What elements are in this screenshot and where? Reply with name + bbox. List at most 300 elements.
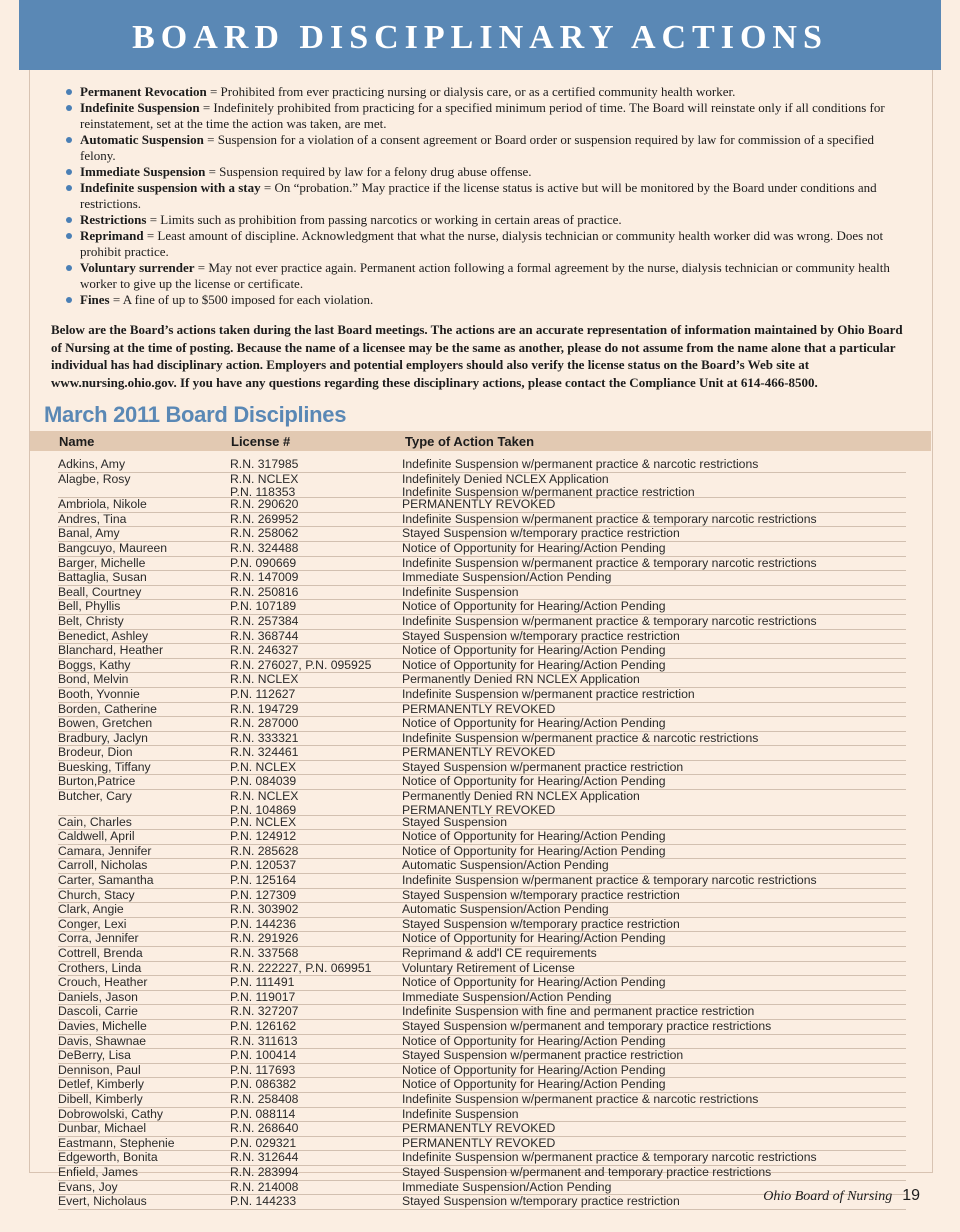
action-line: Stayed Suspension w/permanent and temporary practice restrictions [402,1018,772,1033]
license-line: R.N. 194729 [230,701,299,716]
action-line: Stayed Suspension w/temporary practice restriction [402,526,680,541]
license-line: P.N. 100414 [230,1048,297,1063]
cell-name: Boggs, Kathy [58,657,131,672]
cell-name: Belt, Christy [58,613,124,628]
cell-license [230,659,400,673]
license-line: P.N. 127309 [230,887,297,902]
cell-action [402,903,906,917]
license-line: R.N. 250816 [230,584,299,599]
table-row [58,746,906,761]
cell-action [402,673,906,687]
license-line: R.N. 368744 [230,628,299,643]
table-row [58,845,906,860]
action-line: Stayed Suspension w/temporary practice restriction [402,916,680,931]
cell-name: Alagbe, Rosy [58,471,131,486]
bullet-icon [66,137,72,143]
action-line: PERMANENTLY REVOKED [402,701,556,716]
action-line: Notice of Opportunity for Hearing/Action Pending [402,1033,666,1048]
cell-name: Corra, Jennifer [58,931,139,946]
cell-action [402,458,906,472]
cell-license [230,557,400,571]
definition-item [64,132,904,164]
action-line: Notice of Opportunity for Hearing/Action Pending [402,1062,666,1077]
cell-name: Carter, Samantha [58,873,154,888]
cell-name: Bell, Phyllis [58,599,121,614]
table-row [58,962,906,977]
action-line: Indefinite Suspension w/permanent practice restriction [402,485,695,500]
cell-action [402,600,906,614]
cell-license [230,630,400,644]
cell-action [402,1035,906,1049]
license-line: P.N. 120537 [230,858,297,873]
bullet-icon [66,169,72,175]
cell-action [402,962,906,976]
action-line: Notice of Opportunity for Hearing/Action Pending [402,599,666,614]
cell-name: Banal, Amy [58,526,120,541]
cell-action [402,717,906,731]
table-row [58,775,906,790]
cell-name: Crothers, Linda [58,960,142,975]
cell-action [402,1108,906,1122]
cell-action [402,775,906,789]
cell-action [402,571,906,585]
cell-license [230,1078,400,1092]
cell-name: Dennison, Paul [58,1062,141,1077]
cell-name: Battaglia, Susan [58,570,147,585]
table-row [58,644,906,659]
cell-name: Eastmann, Stephenie [58,1135,175,1150]
table-row [58,542,906,557]
cell-name: Brodeur, Dion [58,745,133,760]
table-row [58,586,906,601]
table-row [58,1049,906,1064]
definitions-list [64,84,904,308]
cell-license [230,513,400,527]
action-line: Indefinite Suspension w/permanent practice & narcotic restrictions [402,1091,759,1106]
definition-term: Indefinite Suspension [80,100,200,115]
table-row [58,1078,906,1093]
cell-license [230,673,400,687]
license-line: R.N. 333321 [230,730,299,745]
action-line: Indefinite Suspension w/permanent practice & temporary narcotic restrictions [402,555,817,570]
cell-action [402,557,906,571]
cell-license [230,615,400,629]
action-line: Notice of Opportunity for Hearing/Action Pending [402,657,666,672]
action-line: Indefinitely Denied NCLEX Application [402,471,609,486]
cell-name: Davies, Michelle [58,1018,147,1033]
table-row [58,473,906,499]
intro-paragraph: Below are the Board’s actions taken during the last Board meetings. The actions are an accurate representation of information maintained by Ohio Board of Nursing at the time of posting. Because the name of a licensee may be the same as another, please do not assume from the name alone that a particular individual has had disciplinary action. Employers and potential employers should also verify the license status on the Board’s Web site at www.nursing.ohio.gov. If you have any questions regarding these disciplinary actions, please contact the Compliance Unit at 614-466-8500. [51,322,903,390]
table-row [58,918,906,933]
table-row [58,761,906,776]
license-line: P.N. 029321 [230,1135,297,1150]
cell-name: Blanchard, Heather [58,643,164,658]
license-line: R.N. 324461 [230,745,299,760]
cell-action [402,542,906,556]
table-row [58,1020,906,1035]
cell-action [402,1020,906,1034]
cell-action [402,1151,906,1165]
action-line: Stayed Suspension [402,814,508,829]
publication-name: Ohio Board of Nursing [763,1189,893,1204]
cell-action [402,845,906,859]
cell-license [230,874,400,888]
cell-license [230,1108,400,1122]
cell-license [230,571,400,585]
license-line: R.N. 257384 [230,613,299,628]
cell-license [230,830,400,844]
page-number: 19 [902,1187,920,1204]
cell-license [230,600,400,614]
license-line: P.N. 086382 [230,1077,297,1092]
action-line: PERMANENTLY REVOKED [402,802,556,817]
cell-name: Adkins, Amy [58,457,126,471]
action-line: PERMANENTLY REVOKED [402,745,556,760]
cell-name: Dobrowolski, Cathy [58,1106,163,1121]
cell-license [230,473,400,498]
table-row [58,1137,906,1152]
bullet-icon [66,185,72,191]
license-line: R.N. 337568 [230,946,299,960]
cell-action [402,1064,906,1078]
license-line: R.N. 287000 [230,716,299,731]
cell-action [402,513,906,527]
definition-item [64,228,904,260]
cell-action [402,1122,906,1136]
action-line: Indefinite Suspension w/permanent practice & temporary narcotic restrictions [402,873,817,888]
cell-name: Barger, Michelle [58,555,146,570]
cell-action [402,918,906,932]
table-row [58,513,906,528]
cell-name: Enfield, James [58,1164,138,1179]
table-row [58,498,906,513]
license-line: R.N. 268640 [230,1121,299,1136]
license-line: P.N. 126162 [230,1018,297,1033]
cell-license [230,458,400,472]
license-line: P.N. 088114 [230,1106,296,1121]
action-line: Permanently Denied RN NCLEX Application [402,672,640,687]
bullet-icon [66,233,72,239]
table-row [58,615,906,630]
action-line: PERMANENTLY REVOKED [402,1121,556,1136]
definition-term: Fines [80,292,110,307]
cell-name: Booth, Yvonnie [58,686,140,701]
table-row [58,889,906,904]
cell-name: Ambriola, Nikole [58,497,147,512]
action-line: Stayed Suspension w/permanent practice restriction [402,759,684,774]
cell-license [230,586,400,600]
definition-text: = Limits such as prohibition from passing narcotics or working in certain areas of practice. [146,212,622,227]
cell-name: Cottrell, Brenda [58,946,143,960]
definition-item [64,84,904,100]
bullet-icon [66,297,72,303]
license-line: R.N. 285628 [230,843,299,858]
cell-license [230,790,400,815]
cell-action [402,830,906,844]
license-line: P.N. 144236 [230,916,297,931]
cell-license [230,976,400,990]
definition-text: = On “probation.” May practice if the license status is active but will be monitored by the Board under conditions and restrictions. [80,180,877,211]
cell-action [402,976,906,990]
definition-text: = A fine of up to $500 imposed for each violation. [109,292,374,307]
table-row [58,790,906,816]
license-line: R.N. 147009 [230,570,299,585]
cell-action [402,1166,906,1180]
cell-license [230,1064,400,1078]
cell-name: Church, Stacy [58,887,135,902]
cell-action [402,688,906,702]
cell-name: Bradbury, Jaclyn [58,730,148,745]
banner-title: BOARD DISCIPLINARY ACTIONS [132,19,828,56]
cell-license [230,932,400,946]
license-line: R.N. 324488 [230,540,299,555]
license-line: R.N. 327207 [230,1004,299,1019]
table-row [58,659,906,674]
license-line: P.N. 125164 [230,873,297,888]
cell-action [402,586,906,600]
cell-license [230,859,400,873]
definition-term: Voluntary surrender [80,260,195,275]
license-line: P.N. 111491 [230,975,295,990]
definition-term: Restrictions [80,212,147,227]
cell-license [230,1093,400,1107]
definition-term: Reprimand [80,228,144,243]
cell-license [230,903,400,917]
column-header-action: Type of Action Taken [405,434,535,449]
cell-action [402,1005,906,1019]
license-line: R.N. 258408 [230,1091,299,1106]
cell-name: Bangcuyo, Maureen [58,540,168,555]
action-line: Notice of Opportunity for Hearing/Action Pending [402,540,666,555]
cell-name: Camara, Jennifer [58,843,152,858]
action-line: Voluntary Retirement of License [402,960,575,975]
table-row [58,527,906,542]
license-line: R.N. 283994 [230,1164,299,1179]
table-row [58,1166,906,1181]
action-line: Permanently Denied RN NCLEX Application [402,789,640,804]
license-line: R.N. 276027, P.N. 095925 [230,657,372,672]
definition-text: = Indefinitely prohibited from practicing for a specified minimum period of time. The Board will reinstate only if all conditions for reinstatement, set at the time the action was taken, are met. [80,100,885,131]
license-line: P.N. 107189 [230,599,297,614]
cell-license [230,889,400,903]
cell-action [402,1137,906,1151]
definition-text: = Suspension required by law for a felony drug abuse offense. [205,164,532,179]
action-line: Notice of Opportunity for Hearing/Action Pending [402,643,666,658]
cell-license [230,542,400,556]
column-header-license: License # [231,434,291,449]
license-line: R.N. 303902 [230,902,299,917]
cell-license [230,1035,400,1049]
cell-action [402,932,906,946]
cell-license [230,717,400,731]
table-row [58,688,906,703]
cell-action [402,527,906,541]
license-line: P.N. NCLEX [230,759,297,774]
license-line: P.N. 104869 [230,802,297,817]
license-line: R.N. 269952 [230,511,299,526]
action-line: Indefinite Suspension [402,584,519,599]
cell-license [230,1005,400,1019]
cell-action [402,703,906,717]
cell-action [402,859,906,873]
cell-action [402,473,906,498]
cell-name: Burton,Patrice [58,774,136,789]
cell-license [230,1020,400,1034]
cell-license [230,527,400,541]
license-line: P.N. 117693 [230,1062,296,1077]
cell-action [402,991,906,1005]
cell-license [230,1181,400,1195]
cell-license [230,644,400,658]
action-line: Immediate Suspension/Action Pending [402,570,612,585]
cell-action [402,790,906,815]
cell-name: Edgeworth, Bonita [58,1150,158,1165]
cell-name: Andres, Tina [58,511,127,526]
license-line: R.N. 312644 [230,1150,299,1165]
cell-license [230,1137,400,1151]
cell-name: Evert, Nicholaus [58,1194,147,1209]
cell-name: Detlef, Kimberly [58,1077,145,1092]
action-line: Notice of Opportunity for Hearing/Action Pending [402,716,666,731]
table-row [58,991,906,1006]
table-row [58,458,906,473]
action-line: Indefinite Suspension w/permanent practice & temporary narcotic restrictions [402,511,817,526]
action-line: Automatic Suspension/Action Pending [402,858,609,873]
table-row [58,673,906,688]
cell-action [402,816,906,830]
cell-name: Cain, Charles [58,814,132,829]
action-line: Indefinite Suspension w/permanent practice & temporary narcotic restrictions [402,613,817,628]
license-line: R.N. NCLEX [230,471,299,486]
cell-name: DeBerry, Lisa [58,1048,131,1063]
action-line: Notice of Opportunity for Hearing/Action Pending [402,1077,666,1092]
table-row [58,1122,906,1137]
definition-term: Automatic Suspension [80,132,204,147]
cell-action [402,1093,906,1107]
action-line: Immediate Suspension/Action Pending [402,1179,612,1194]
cell-name: Benedict, Ashley [58,628,149,643]
license-line: R.N. 222227, P.N. 069951 [230,960,372,975]
cell-name: Bowen, Gretchen [58,716,153,731]
cell-action [402,746,906,760]
cell-license [230,918,400,932]
license-line: P.N. 124912 [230,829,297,844]
license-line: R.N. 290620 [230,497,299,512]
table-row [58,600,906,615]
table-row [58,630,906,645]
cell-license [230,1166,400,1180]
action-line: Notice of Opportunity for Hearing/Action Pending [402,774,666,789]
cell-action [402,947,906,961]
action-line: PERMANENTLY REVOKED [402,497,556,512]
table-row [58,932,906,947]
definition-term: Indefinite suspension with a stay [80,180,261,195]
cell-name: Dascoli, Carrie [58,1004,138,1019]
cell-license [230,688,400,702]
action-line: Indefinite Suspension w/permanent practice & narcotic restrictions [402,730,759,745]
disciplines-table [58,458,906,1210]
cell-license [230,962,400,976]
cell-license [230,1151,400,1165]
action-line: Stayed Suspension w/permanent and temporary practice restrictions [402,1164,772,1179]
license-line: R.N. 258062 [230,526,299,541]
license-line: P.N. 119017 [230,989,296,1004]
license-line: R.N. 214008 [230,1179,299,1194]
license-line: R.N. 246327 [230,643,299,658]
license-line: R.N. 311613 [230,1033,298,1048]
cell-action [402,615,906,629]
cell-action [402,1049,906,1063]
table-row [58,1151,906,1166]
table-row [58,976,906,991]
cell-license [230,991,400,1005]
table-header [30,431,931,451]
action-line: Stayed Suspension w/temporary practice restriction [402,887,680,902]
table-row [58,903,906,918]
cell-action [402,498,906,512]
cell-action [402,761,906,775]
section-title: March 2011 Board Disciplines [44,402,347,427]
action-line: Reprimand & add'l CE requirements [402,946,597,960]
action-line: Indefinite Suspension w/permanent practice & narcotic restrictions [402,457,759,471]
cell-name: Caldwell, April [58,829,135,844]
definition-item [64,100,904,132]
definition-text: = May not ever practice again. Permanent action following a formal agreement by the nurse, dialysis technician or community health worker to give up the license or certificate. [80,260,890,291]
action-line: Notice of Opportunity for Hearing/Action Pending [402,975,666,990]
cell-license [230,1049,400,1063]
cell-license [230,703,400,717]
cell-name: Dibell, Kimberly [58,1091,143,1106]
license-line: P.N. 118353 [230,485,296,500]
table-row [58,830,906,845]
cell-license [230,746,400,760]
cell-name: Dunbar, Michael [58,1121,147,1136]
license-line: P.N. NCLEX [230,814,297,829]
definition-item [64,180,904,212]
table-row [58,1108,906,1123]
table-row [58,874,906,889]
action-line: Indefinite Suspension w/permanent practice restriction [402,686,695,701]
action-line: Notice of Opportunity for Hearing/Action Pending [402,931,666,946]
bullet-icon [66,89,72,95]
table-row [58,1005,906,1020]
license-line: R.N. 317985 [230,457,299,471]
table-row [58,703,906,718]
cell-name: Daniels, Jason [58,989,138,1004]
action-line: PERMANENTLY REVOKED [402,1135,556,1150]
definition-item [64,292,904,308]
definition-item [64,164,904,180]
action-line: Notice of Opportunity for Hearing/Action Pending [402,829,666,844]
bullet-icon [66,265,72,271]
bullet-icon [66,105,72,111]
cell-license [230,947,400,961]
cell-license [230,845,400,859]
license-line: P.N. 090669 [230,555,297,570]
cell-name: Carroll, Nicholas [58,858,148,873]
action-line: Indefinite Suspension with fine and permanent practice restriction [402,1004,755,1019]
cell-license [230,775,400,789]
bullet-icon [66,217,72,223]
cell-name: Davis, Shawnae [58,1033,147,1048]
cell-license [230,761,400,775]
action-line: Indefinite Suspension w/permanent practice & temporary narcotic restrictions [402,1150,817,1165]
definition-item [64,212,904,228]
cell-name: Butcher, Cary [58,789,132,804]
table-row [58,816,906,831]
definition-text: = Prohibited from ever practicing nursing or dialysis care, or as a certified community health worker. [206,84,736,99]
definition-text: = Least amount of discipline. Acknowledgment that what the nurse, dialysis technician or community health worker did was wrong. Does not prohibit practice. [80,228,884,259]
